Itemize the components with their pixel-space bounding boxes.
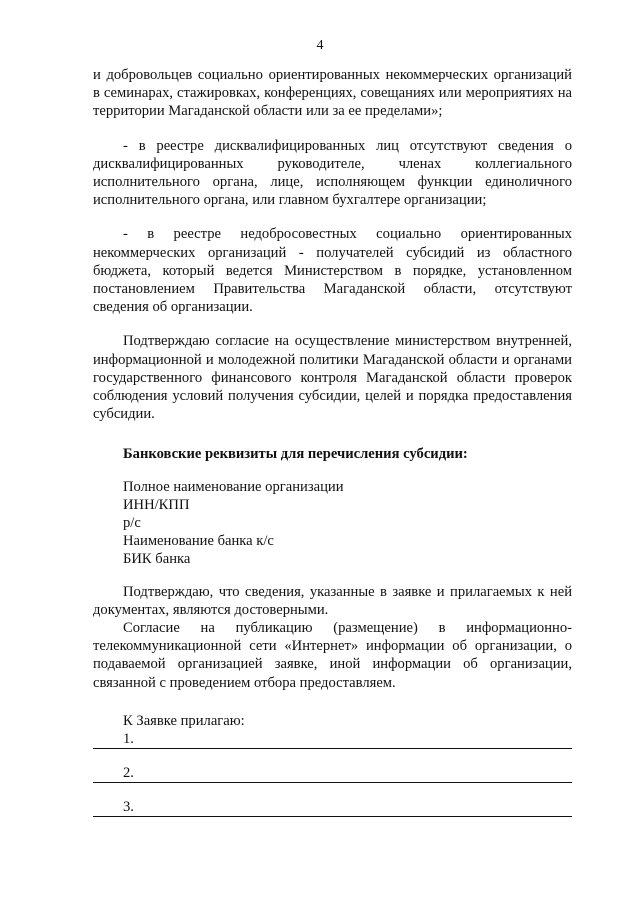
attachments-title: К Заявке прилагаю: xyxy=(123,712,245,729)
paragraph-publication-consent: Согласие на публикацию (размещение) в информационно-телекоммуникационной сети «Интернет» информации об организации, о подаваемой организацией заявке, иной информации об организации, связанной с проведением отбора предоставляем. xyxy=(93,620,572,691)
attachment-number: 2. xyxy=(123,765,134,782)
page-number: 4 xyxy=(316,38,324,53)
bank-details-list xyxy=(93,478,572,569)
attachment-number: 1. xyxy=(123,731,134,748)
document-body xyxy=(93,66,572,832)
paragraph-volunteers: и добровольцев социально ориентированных некоммерческих организаций в семинарах, стажировках, конференциях, совещаниях или мероприятиях на территории Магаданской области или за ее пределами»; xyxy=(93,67,572,120)
attachment-line-1 xyxy=(93,730,572,749)
bank-field-bik: БИК банка xyxy=(123,551,191,568)
paragraph-data-accuracy: Подтверждаю, что сведения, указанные в заявке и прилагаемых к ней документах, являются достоверными. xyxy=(93,583,572,618)
paragraph-disqualified-registry: - в реестре дисквалифицированных лиц отсутствуют сведения о дисквалифицированных руководителе, членах коллегиального исполнительного органа, лице, исполняющем функции единоличного исполнительного органа, или главном бухгалтере организации; xyxy=(93,137,572,209)
bank-field-org-name: Полное наименование организации xyxy=(123,478,344,495)
bank-details-heading: Банковские реквизиты для перечисления субсидии: xyxy=(123,446,468,463)
attachment-number: 3. xyxy=(123,799,134,816)
bank-field-bank-name: Наименование банка к/с xyxy=(123,533,274,550)
attachment-line-3 xyxy=(93,798,572,817)
bank-field-account: р/с xyxy=(123,515,141,532)
paragraph-unscrupulous-registry: - в реестре недобросовестных социально ориентированных некоммерческих организаций - получателей субсидий из областного бюджета, который ведется Министерством в порядке, установленном постановлением Правительства Магаданской области, отсутствуют сведения об организации. xyxy=(93,226,572,316)
paragraph-inspection-consent: Подтверждаю согласие на осуществление министерством внутренней, информационной и молодежной политики Магаданской области и органами государственного финансового контроля Магаданской области проверок соблюдения условий получения субсидии, целей и порядка предоставления субсидии. xyxy=(93,333,572,423)
attachment-line-2 xyxy=(93,764,572,783)
bank-field-inn-kpp: ИНН/КПП xyxy=(123,496,190,513)
